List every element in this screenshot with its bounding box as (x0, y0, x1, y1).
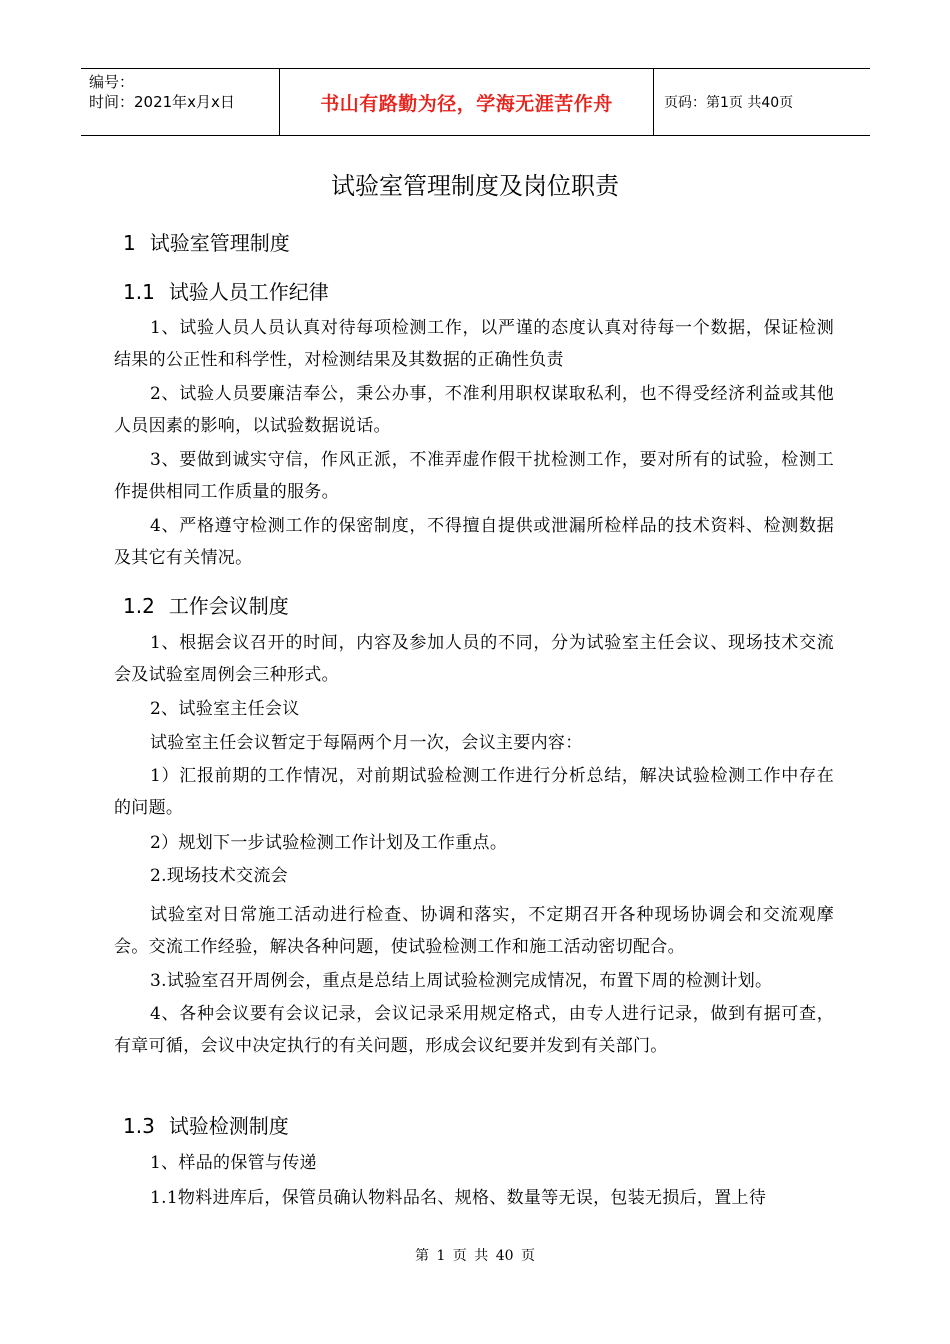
code-label: 编号： (89, 73, 135, 91)
section-heading-1-3 (123, 1112, 289, 1140)
section-heading-1 (123, 229, 290, 257)
paragraph: 2、试验室主任会议 (150, 699, 300, 719)
paragraph: 3.试验室召开周例会，重点是总结上周试验检测完成情况，布置下周的检测计划。 (150, 971, 773, 991)
paragraph: 4、严格遵守检测工作的保密制度，不得擅自提供或泄漏所检样品的技术资料、检测数据及其它有关情况。 (114, 516, 834, 568)
header-page-cell (654, 69, 870, 135)
paragraph: 4、各种会议要有会议记录，会议记录采用规定格式，由专人进行记录，做到有据可查，有章可循，会议中决定执行的有关问题，形成会议纪要并发到有关部门。 (114, 1004, 834, 1056)
paragraph: 1）汇报前期的工作情况，对前期试验检测工作进行分析总结，解决试验检测工作中存在的问题。 (114, 766, 834, 818)
section-title: 试验人员工作纪律 (168, 280, 329, 304)
paragraph: 3、要做到诚实守信，作风正派，不准弄虚作假干扰检测工作，要对所有的试验，检测工作提供相同工作质量的服务。 (114, 450, 834, 502)
section-heading-1-1 (123, 278, 329, 306)
section-heading-1-2 (123, 592, 289, 620)
paragraph: 试验室主任会议暂定于每隔两个月一次，会议主要内容： (150, 733, 583, 753)
paragraph: 1、根据会议召开的时间，内容及参加人员的不同，分为试验室主任会议、现场技术交流会及试验室周例会三种形式。 (114, 633, 834, 685)
section-title: 试验检测制度 (168, 1114, 289, 1138)
motto-text: 书山有路勤为径，学海无涯苦作舟 (320, 92, 613, 115)
paragraph: 1、试验人员人员认真对待每项检测工作，以严谨的态度认真对待每一个数据，保证检测结果的公正性和科学性，对检测结果及其数据的正确性负责 (114, 318, 834, 370)
paragraph: 1、样品的保管与传递 (150, 1153, 317, 1173)
document-title: 试验室管理制度及岗位职责 (331, 172, 619, 200)
paragraph: 2.现场技术交流会 (150, 866, 288, 886)
section-number: 1.2 (123, 594, 155, 618)
page-info: 页码：第1页 共40页 (664, 95, 794, 111)
section-number: 1.1 (123, 280, 155, 304)
time-label: 时间：2021年x月x日 (89, 93, 235, 111)
paragraph: 1.1物料进库后，保管员确认物料品名、规格、数量等无误，包装无损后，置上待 (150, 1188, 767, 1208)
section-number: 1 (123, 231, 136, 255)
section-title: 试验室管理制度 (149, 231, 290, 255)
section-number: 1.3 (123, 1114, 155, 1138)
header-left-cell (81, 69, 280, 135)
page-footer: 第 1 页 共 40 页 (415, 1248, 535, 1264)
paragraph: 2、试验人员要廉洁奉公，秉公办事，不准利用职权谋取私利，也不得受经济利益或其他人员因素的影响，以试验数据说话。 (114, 384, 834, 436)
paragraph: 2）规划下一步试验检测工作计划及工作重点。 (150, 833, 508, 853)
paragraph: 试验室对日常施工活动进行检查、协调和落实，不定期召开各种现场协调会和交流观摩会。交流工作经验，解决各种问题，使试验检测工作和施工活动密切配合。 (114, 905, 834, 957)
header-motto-cell (280, 69, 654, 135)
section-title: 工作会议制度 (168, 594, 289, 618)
header-table (81, 68, 870, 136)
